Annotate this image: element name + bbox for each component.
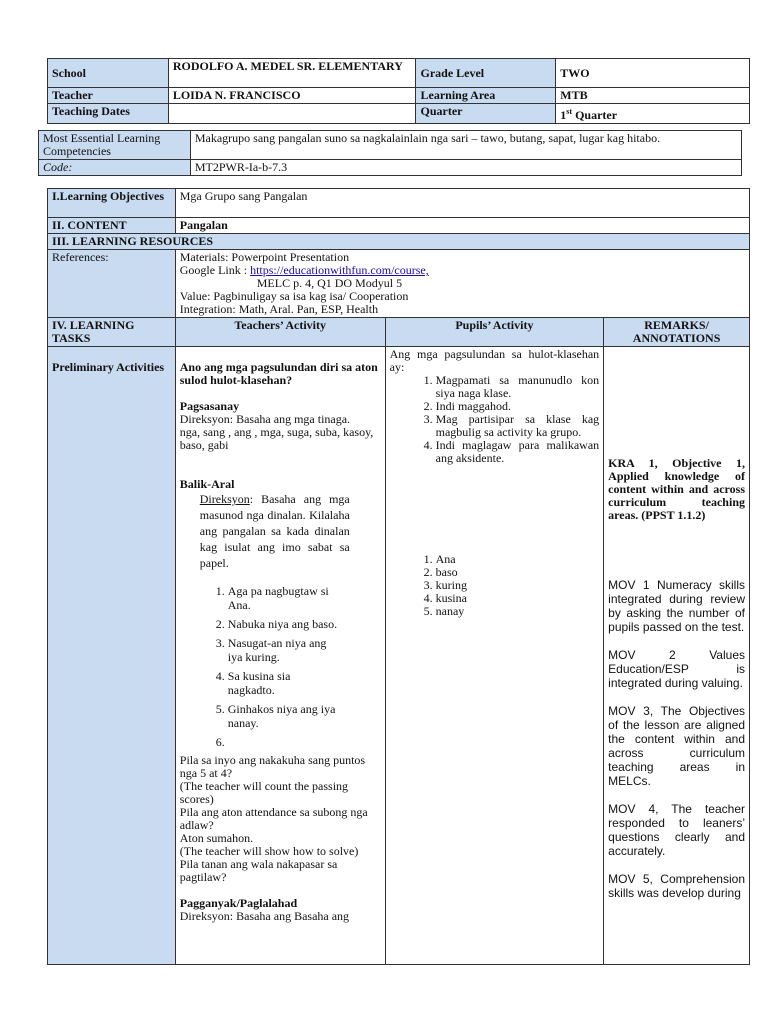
balik-aral-item: 5. Ginhakos niya ang iya nanay. bbox=[228, 702, 338, 730]
teacher-line: Pila sa inyo ang nakakuha sang puntos nga 5 at 4? bbox=[179, 753, 366, 780]
balik-dir-text: : Basaha ang mga masunod nga dinalan. Kilalaha ang pangalan sa kada dinalan kag isulat ang imo sabat sa papel. bbox=[199, 492, 350, 570]
area-value: MTB bbox=[556, 88, 750, 104]
tasks-col3: Pupils’ Activity bbox=[385, 318, 604, 347]
objectives-label: I.Learning Objectives bbox=[48, 189, 176, 218]
quarter-sup: st bbox=[566, 107, 573, 116]
rule-item: 4. Indi maglagaw para malikawan ang aksidente. bbox=[436, 439, 600, 465]
tasks-col1: IV. LEARNING TASKS bbox=[48, 318, 176, 347]
teacher-label: Teacher bbox=[48, 88, 169, 104]
answer-item: 1. Ana bbox=[436, 553, 600, 566]
rule-item: 1. Magpamati sa manunudlo kon siya naga klase. bbox=[436, 374, 600, 400]
balik-aral-item bbox=[228, 735, 338, 749]
teacher-line: (The teacher will show how to solve) bbox=[179, 844, 359, 858]
balik-aral-item: 4. Sa kusina sia nagkadto. bbox=[228, 669, 338, 697]
melc-value: Makagrupo sang pangalan suno sa nagkalainlain nga sari – tawo, butang, sapat, lugar kag hitabo. bbox=[190, 131, 741, 160]
answer-item: 4. kusina bbox=[436, 592, 600, 605]
answer-item: 3. kuring bbox=[436, 579, 600, 592]
school-label: School bbox=[48, 59, 169, 88]
kra-text: KRA 1, Objective 1, Applied knowledge of content within and across curriculum teaching areas. (PPST 1.1.2) bbox=[608, 456, 745, 522]
dates-label: Teaching Dates bbox=[48, 104, 169, 124]
lesson-table bbox=[47, 188, 750, 965]
tasks-col2: Teachers’ Activity bbox=[175, 318, 385, 347]
balik-dir-label: Direksyon bbox=[199, 492, 250, 506]
pupils-intro: Ang mga pagsulundan sa hulot-klasehan ay: bbox=[389, 347, 600, 374]
quarter-value bbox=[556, 104, 750, 124]
answer-item: 2. baso bbox=[436, 566, 600, 579]
grade-value: TWO bbox=[556, 59, 750, 88]
mov-item: MOV 1 Numeracy skills integrated during review by asking the number of pupils passed on the test. bbox=[608, 578, 745, 634]
school-value: RODOLFO A. MEDEL SR. ELEMENTARY bbox=[168, 59, 416, 88]
resources-label: III. LEARNING RESOURCES bbox=[48, 234, 750, 250]
balik-aral-item: 3. Nasugat-an niya ang iya kuring. bbox=[228, 636, 338, 664]
mov-item: MOV 4, The teacher responded to leaners’ questions clearly and accurately. bbox=[608, 802, 745, 858]
rules-question: Ano ang mga pagsulundan diri sa aton sulod hulot-klasehan? bbox=[179, 360, 378, 387]
code-value: MT2PWR-Ia-b-7.3 bbox=[190, 160, 741, 176]
pagganyak-text: Direksyon: Basaha ang Basaha ang bbox=[179, 909, 350, 923]
content-label: II. CONTENT bbox=[48, 218, 176, 234]
mov-item: MOV 5, Comprehension skills was develop during bbox=[608, 872, 745, 900]
code-label: Code: bbox=[39, 160, 191, 176]
mov-item: MOV 2 Values Education/ESP is integrated during valuing. bbox=[608, 648, 745, 690]
melc-label: Most Essential Learning Competencies bbox=[39, 131, 191, 160]
value-line: Value: Pagbinuligay sa isa kag isa/ Cooperation bbox=[179, 289, 409, 303]
rule-item: 3. Mag partisipar sa klase kag magbulig sa activity ka grupo. bbox=[436, 413, 600, 439]
remarks-cell bbox=[604, 347, 750, 965]
pupils-activity-cell bbox=[385, 347, 604, 965]
objectives-value: Mga Grupo sang Pangalan bbox=[175, 189, 749, 218]
quarter-num: 1 bbox=[560, 108, 567, 122]
google-label: Google Link : bbox=[179, 263, 248, 277]
references-value bbox=[175, 250, 749, 318]
melc-ref-line: MELC p. 4, Q1 DO Modyul 5 bbox=[256, 276, 403, 290]
header-table bbox=[47, 58, 750, 124]
pagsasanay-words: nga, sang , ang , mga, suga, suba, kasoy, baso, gabi bbox=[179, 425, 374, 452]
answers-list bbox=[390, 553, 600, 618]
grade-label: Grade Level bbox=[416, 59, 556, 88]
balik-aral-item: 2. Nabuka niya ang baso. bbox=[228, 617, 338, 631]
google-link[interactable]: https://educationwithfun.com/course, bbox=[250, 263, 429, 277]
integration-line: Integration: Math, Aral. Pan, ESP, Health bbox=[179, 302, 379, 316]
balik-aral-list bbox=[180, 584, 338, 749]
pagganyak-title: Pagganyak/Paglalahad bbox=[179, 896, 298, 910]
area-label: Learning Area bbox=[416, 88, 556, 104]
quarter-word: Quarter bbox=[575, 108, 618, 122]
teacher-line: Pila tanan ang wala nakapasar sa pagtilaw? bbox=[179, 857, 338, 884]
pagsasanay-text: Direksyon: Basaha ang mga tinaga. bbox=[179, 412, 351, 426]
rules-list bbox=[390, 374, 600, 465]
balik-aral-text bbox=[180, 491, 350, 571]
melc-table bbox=[38, 130, 742, 176]
count-lines bbox=[180, 754, 381, 884]
balik-aral-title: Balik-Aral bbox=[179, 477, 235, 491]
teacher-value: LOIDA N. FRANCISCO bbox=[168, 88, 416, 104]
mov-list bbox=[608, 578, 745, 900]
dates-value bbox=[168, 104, 416, 124]
rule-item: 2. Indi maggahod. bbox=[436, 400, 600, 413]
answer-item: 5. nanay bbox=[436, 605, 600, 618]
preliminary-label: Preliminary Activities bbox=[48, 347, 176, 965]
pagsasanay-title: Pagsasanay bbox=[179, 399, 240, 413]
tasks-col4: REMARKS/ ANNOTATIONS bbox=[604, 318, 750, 347]
references-label: References: bbox=[48, 250, 176, 318]
teacher-line: Aton sumahon. bbox=[179, 831, 254, 845]
quarter-label: Quarter bbox=[416, 104, 556, 124]
teacher-line: Pila ang aton attendance sa subong nga adlaw? bbox=[179, 805, 368, 832]
teacher-activity-cell bbox=[175, 347, 385, 965]
content-value: Pangalan bbox=[175, 218, 749, 234]
mov-item: MOV 3, The Objectives of the lesson are aligned the content within and across curriculum teaching areas in MELCs. bbox=[608, 704, 745, 788]
balik-aral-item: 1. Aga pa nagbugtaw si Ana. bbox=[228, 584, 338, 612]
materials-line: Materials: Powerpoint Presentation bbox=[179, 250, 350, 264]
teacher-line: (The teacher will count the passing scores) bbox=[179, 779, 349, 806]
